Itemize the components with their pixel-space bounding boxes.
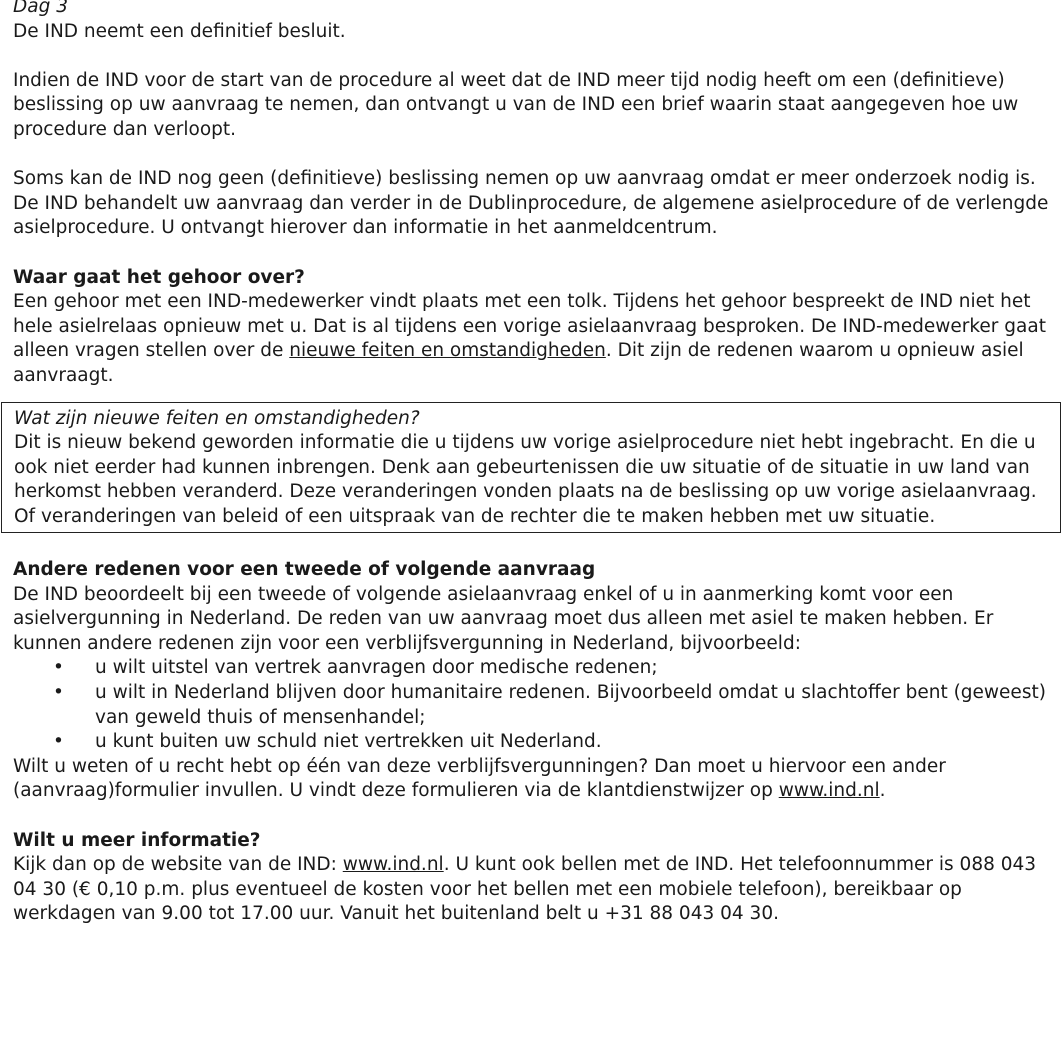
list-item-text: u kunt buiten uw schuld niet vertrekken uit Nederland.	[95, 731, 602, 753]
hearing-text-before: Een gehoor met een IND-medewerker vindt plaats met een tolk. Tijdens het gehoor bespreekt de IND niet het hele asielrelaas opnieuw met u. Dat is al tijdens een vorige asielaanvraag besproken. De IND-medewerker gaat alleen vragen stellen over de	[13, 291, 1046, 362]
other-reasons-heading: Andere redenen voor een tweede of volgende aanvraag	[13, 559, 596, 581]
further-research-paragraph: Soms kan de IND nog geen (definitieve) beslissing nemen op uw aanvraag omdat er meer onderzoek nodig is. De IND behandelt uw aanvraag dan verder in de Dublinprocedure, de algemene asielprocedure of de verlengde asielprocedure. U ontvangt hierover dan informatie in het aanmeldcentrum.	[13, 168, 1049, 239]
ind-website-link[interactable]: www.ind.nl	[778, 780, 880, 802]
bullet-icon: •	[53, 657, 64, 679]
reasons-list	[13, 656, 1057, 754]
list-item	[13, 730, 1057, 755]
new-facts-box	[1, 402, 1061, 534]
list-item-text: u wilt in Nederland blijven door humanitaire redenen. Bijvoorbeeld omdat u slachtoffer bent (geweest) van geweld thuis of mensenhandel;	[95, 682, 1046, 728]
hearing-paragraph	[13, 290, 1057, 388]
more-info-paragraph	[13, 853, 1057, 927]
permit-paragraph	[13, 755, 1057, 804]
permit-end: .	[879, 780, 886, 802]
hearing-text-after: . Dit zijn de redenen waarom u opnieuw asiel aanvraagt.	[13, 340, 1024, 386]
other-reasons-paragraph: De IND beoordeelt bij een tweede of volgende asielaanvraag enkel of u in aanmerking komt voor een asielvergunning in Nederland. De reden van uw aanvraag moet dus alleen met asiel te maken hebben. Er kunnen andere redenen zijn voor een verblijfsvergunning in Nederland, bijvoorbeeld:	[13, 583, 994, 654]
bullet-icon: •	[53, 682, 64, 704]
procedure-paragraph: Indien de IND voor de start van de procedure al weet dat de IND meer tijd nodig heeft om een (definitieve) beslissing op uw aanvraag te nemen, dan ontvangt u van de IND een brief waarin staat aangegeven hoe uw procedure dan verloopt.	[13, 69, 1019, 140]
info-text-after: . U kunt ook bellen met de IND. Het telefoonnummer is 088 043 04 30 (€ 0,10 p.m. plus eventueel de kosten voor het bellen met een mobiele telefoon), bereikbaar op werkdagen van 9.00 tot 17.00 uur. Vanuit het buitenland belt u +31 88 043 04 30.	[13, 854, 1037, 925]
decision-line: De IND neemt een definitief besluit.	[13, 20, 346, 42]
document-page	[13, 0, 1057, 927]
bullet-icon: •	[53, 731, 64, 753]
hearing-heading: Waar gaat het gehoor over?	[13, 266, 305, 288]
box-heading: Wat zijn nieuwe feiten en omstandigheden?	[14, 407, 420, 429]
more-info-heading: Wilt u meer informatie?	[13, 829, 261, 851]
day-heading: Dag 3	[13, 0, 68, 17]
new-facts-link[interactable]: nieuwe feiten en omstandigheden	[289, 340, 606, 362]
info-text-before: Kijk dan op de website van de IND:	[13, 854, 343, 876]
list-item	[13, 681, 1057, 730]
list-item	[13, 656, 1057, 681]
list-item-text: u wilt uitstel van vertrek aanvragen door medische redenen;	[95, 657, 658, 679]
permit-text: Wilt u weten of u recht hebt op één van deze verblijfsvergunningen? Dan moet u hiervoor een ander (aanvraag)formulier invullen. U vindt deze formulieren via de klantdienstwijzer op	[13, 755, 946, 802]
ind-website-link[interactable]: www.ind.nl	[342, 854, 444, 876]
box-text: Dit is nieuw bekend geworden informatie die u tijdens uw vorige asielprocedure niet hebt ingebracht. En die u ook niet eerder had kunnen inbrengen. Denk aan gebeurtenissen die uw situatie of de situatie in uw land van herkomst hebben veranderd. Deze veranderingen vonden plaats na de beslissing op uw vorige asielaanvraag. Of veranderingen van beleid of een uitspraak van de rechter die te maken hebben met uw situatie.	[14, 432, 1037, 527]
